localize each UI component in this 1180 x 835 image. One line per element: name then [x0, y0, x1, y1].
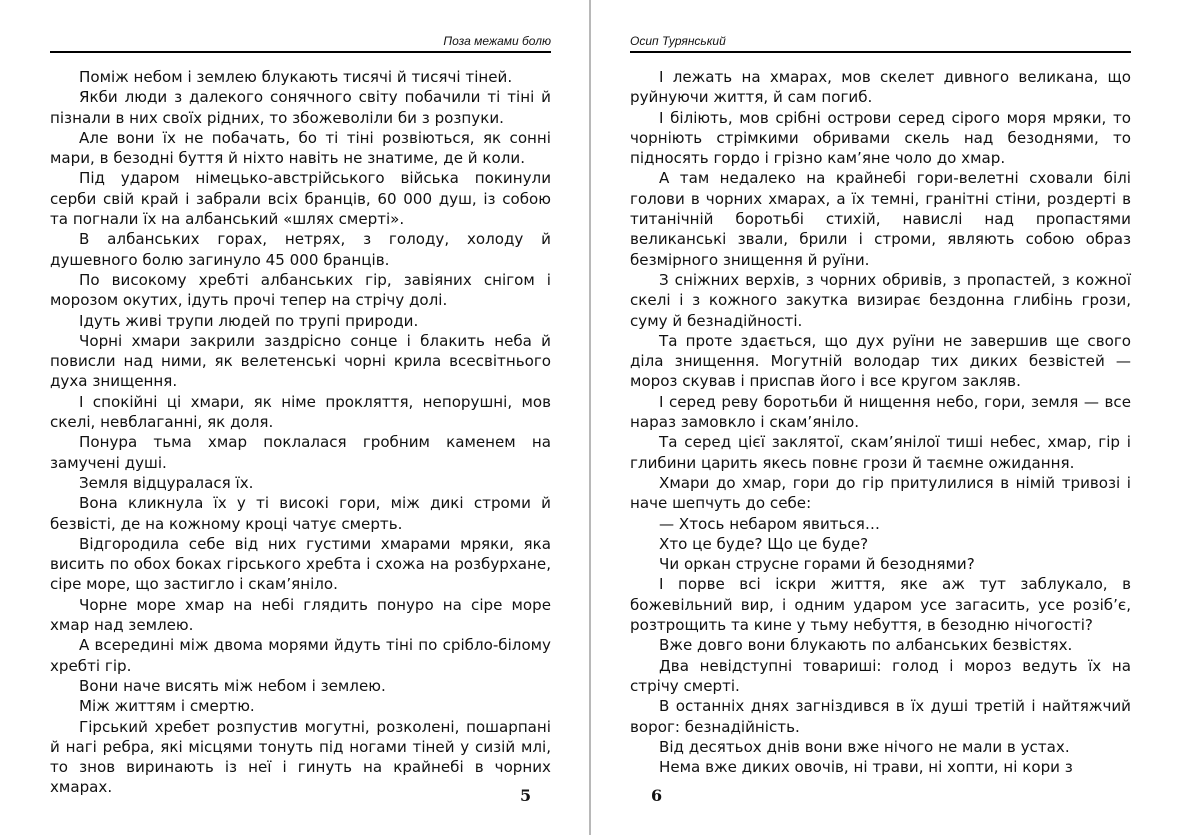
paragraph: В останніх днях загніздився в їх душі третій і найтяжчий ворог: безнадійність.: [630, 697, 1131, 736]
paragraph: І порве всі іскри життя, яке аж тут заблукало, в божевільний вир, і одним ударом усе загасить, усе розіб’є, розтрощить та кине у тьму небуття, в безодню нічогості?: [630, 575, 1131, 635]
paragraph: А всередині між двома морями йдуть тіні по срібло-білому хребті гір.: [50, 636, 551, 675]
paragraph: І спокійні ці хмари, як німе прокляття, непорушні, мов скелі, невблаганні, як доля.: [50, 392, 551, 432]
paragraph: Та проте здається, що дух руїни не завершив ще свого діла знищення. Могутній володар тих диких безвістей — мороз скував і приспав його і все кругом закляв.: [630, 331, 1131, 391]
paragraph: А там недалеко на крайнебі гори-велетні сховали білі голови в чорних хмарах, а їх темні, гранітні стіни, роздерті в титанічній боротьбі стихій, навислі над пропастями великанські звали, брили і строми, являють собою образ безмірного знищення й руїни.: [630, 169, 1131, 269]
left-page: [50, 0, 551, 835]
paragraph: Від десятьох днів вони вже нічого не мали в устах.: [659, 737, 1070, 756]
paragraph: Чорні хмари закрили заздрісно сонце і блакить неба й повисли над ними, як велетенські чорні крила всесвітнього духа знищення.: [50, 331, 551, 391]
paragraph: Вони наче висять між небом і землею.: [79, 676, 386, 695]
paragraph: З сніжних верхів, з чорних обривів, з пропастей, з кожної скелі і з кожного закутка визирає бездонна глибінь грози, суму й безнадійності.: [630, 270, 1131, 330]
book-gutter: [589, 0, 591, 835]
paragraph: Але вони їх не побачать, бо ті тіні розвіються, як сонні мари, в безодні буття й ніхто навіть не знатиме, де й коли.: [50, 128, 551, 168]
paragraph: Гірський хребет розпустив могутні, розколені, пошарпані й нагі ребра, які місцями тонуть під ногами тіней у сизій млі, то знов виринають із неї і гинуть на крайнебі в чорних хмарах.: [50, 717, 551, 797]
paragraph: І біліють, мов срібні острови серед сірого моря мряки, то чорніють стрімкими обривами скель над безоднями, то підносять гордо і грізно кам’яне чоло до хмар.: [630, 108, 1131, 168]
paragraph: Два невідступні товариші: голод і мороз ведуть їх на стрічу смерті.: [630, 656, 1131, 695]
paragraph: Поміж небом і землею блукають тисячі й тисячі тіней.: [79, 68, 513, 86]
paragraph: В албанських горах, нетрях, з голоду, холоду й душевного болю загинуло 45 000 бранців.: [50, 230, 551, 269]
paragraph: І лежать на хмарах, мов скелет дивного великана, що руйнуючи життя, й сам погиб.: [630, 68, 1131, 107]
paragraph: По високому хребті албанських гір, завіяних снігом і морозом окутих, ідуть прочі тепер на стрічу долі.: [50, 270, 551, 310]
paragraph: Хто це буде? Що це буде?: [659, 534, 869, 553]
paragraph: — Хтось небаром явиться…: [659, 514, 880, 533]
paragraph: Хмари до хмар, гори до гір притулилися в німій тривозі і наче шепчуть до себе:: [630, 473, 1131, 513]
right-page-body: [630, 67, 1131, 777]
paragraph: Якби люди з далекого сонячного світу побачили ті тіні й пізнали в них своїх рідних, то збожеволіли би з розпуки.: [50, 88, 551, 127]
paragraph: Вже довго вони блукають по албанських безвістях.: [659, 636, 1073, 655]
paragraph: Земля відцуралася їх.: [79, 473, 254, 492]
paragraph: Чорне море хмар на небі глядить понуро на сіре море хмар над землею.: [50, 595, 551, 635]
paragraph: Нема вже диких овочів, ні трави, ні хопти, ні кори з: [659, 758, 1073, 777]
paragraph: Відгородила себе від них густими хмарами мряки, яка висить по обох боках гірського хребта і схожа на розбурхане, сіре море, що застигло і скам’яніло.: [50, 534, 551, 594]
paragraph: Понура тьма хмар поклалася гробним каменем на замучені душі.: [50, 433, 551, 472]
running-head-book-title: Поза межами болю: [50, 34, 551, 53]
paragraph: Ідуть живі трупи людей по трупі природи.: [79, 311, 419, 330]
paragraph: І серед реву боротьби й нищення небо, гори, земля — все нараз замовкло і скам’яніло.: [630, 392, 1131, 432]
running-head-author: Осип Турянський: [630, 34, 1131, 53]
page-number: 5: [520, 786, 532, 805]
paragraph: Чи оркан струсне горами й безоднями?: [659, 555, 975, 574]
left-page-body: [50, 67, 551, 798]
right-page: [630, 0, 1131, 835]
paragraph: Та серед цієї заклятої, скам’янілої тиші небес, хмар, гір і глибини царить якесь повнє грози й таємне ожидання.: [630, 433, 1131, 472]
paragraph: Між життям і смертю.: [79, 697, 255, 716]
page-number: 6: [651, 786, 663, 805]
paragraph: Вона кликнула їх у ті високі гори, між дикі строми й безвісті, де на кожному кроці чатує смерть.: [50, 494, 551, 533]
paragraph: Під ударом німецько-австрійського війська покинули серби свій край і забрали всіх бранців, 60 000 душ, із собою та погнали їх на албанський «шлях смерті».: [50, 169, 551, 229]
